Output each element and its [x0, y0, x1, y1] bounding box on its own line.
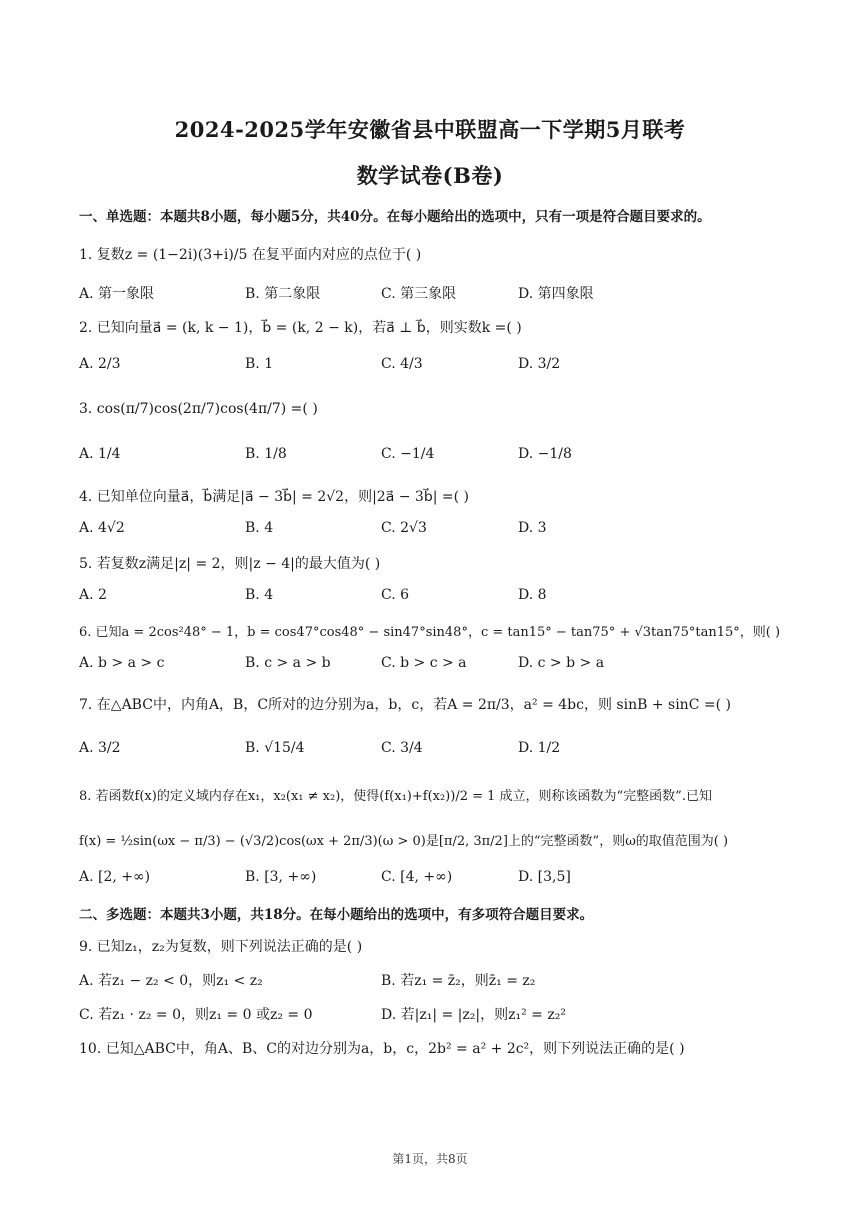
question-1-options: [79, 283, 799, 305]
option-a: A. 第一象限: [79, 286, 155, 302]
question-2-stem: 2. 已知向量a⃗ = (k, k − 1)，b⃗ = (k, 2 − k)，若a⃗ ⊥ b⃗，则实数k =( ): [79, 320, 522, 336]
option-b: B. √15/4: [245, 740, 305, 756]
option-b: B. 若z₁ = z̄₂，则z̄₁ = z₂: [381, 973, 536, 989]
option-d: D. 1/2: [518, 740, 561, 756]
option-b: B. 1: [245, 356, 274, 372]
question-8-options: [79, 869, 799, 891]
exam-title: 2024-2025学年安徽省县中联盟高一下学期5月联考: [174, 117, 686, 142]
question-1-stem: 1. 复数z = (1−2i)(3+i)/5 在复平面内对应的点位于( ): [79, 247, 422, 263]
option-d: D. 3: [518, 520, 547, 536]
option-b: B. 4: [245, 520, 274, 536]
option-d: D. 3/2: [518, 356, 561, 372]
question-3-options: [79, 446, 799, 468]
question-6-options: [79, 655, 799, 677]
option-c: C. 3/4: [381, 740, 423, 756]
question-9-stem: 9. 已知z₁，z₂为复数，则下列说法正确的是( ): [79, 939, 363, 955]
option-a: A. 3/2: [79, 740, 121, 756]
question-10-stem: 10. 已知△ABC中，角A、B、C的对边分别为a，b，c，2b² = a² + 2c²，则下列说法正确的是( ): [79, 1041, 685, 1057]
option-b: B. [3, +∞): [245, 869, 317, 885]
option-c: C. 6: [381, 587, 410, 603]
option-c: C. b > c > a: [381, 655, 467, 671]
option-d: D. 第四象限: [518, 286, 594, 302]
question-3-stem: 3. cos(π/7)cos(2π/7)cos(4π/7) =( ): [79, 401, 318, 417]
option-c: C. [4, +∞): [381, 869, 453, 885]
option-c: C. 4/3: [381, 356, 423, 372]
question-5-options: [79, 587, 799, 609]
question-4-options: [79, 520, 799, 542]
exam-subtitle: 数学试卷(B卷): [356, 163, 504, 188]
section-heading-single-choice: 一、单选题：本题共8小题，每小题5分，共40分。在每小题给出的选项中，只有一项是符合题目要求的。: [79, 209, 711, 225]
question-5-stem: 5. 若复数z满足|z| = 2，则|z − 4|的最大值为( ): [79, 556, 381, 572]
option-a: A. 4√2: [79, 520, 125, 536]
option-d: D. −1/8: [518, 446, 572, 462]
option-c: C. 2√3: [381, 520, 427, 536]
option-b: B. c > a > b: [245, 655, 331, 671]
question-7-stem: 7. 在△ABC中，内角A，B，C所对的边分别为a，b，c，若A = 2π/3，a² = 4bc，则 sinB + sinC =( ): [79, 697, 731, 713]
option-b: B. 第二象限: [245, 286, 321, 302]
question-6-stem: 6. 已知a = 2cos²48° − 1，b = cos47°cos48° − sin47°sin48°，c = tan15° − tan75° + √3tan75°tan15°，则( ): [79, 625, 781, 640]
question-2-options: [79, 356, 799, 378]
option-c: C. 若z₁ · z₂ = 0，则z₁ = 0 或z₂ = 0: [79, 1007, 313, 1023]
option-a: A. 2/3: [79, 356, 121, 372]
question-9-options-row-2: [79, 1004, 799, 1026]
option-a: A. [2, +∞): [79, 869, 151, 885]
option-d: D. c > b > a: [518, 655, 605, 671]
option-c: C. −1/4: [381, 446, 435, 462]
page-footer: 第1页，共8页: [392, 1152, 468, 1166]
option-a: A. b > a > c: [79, 655, 165, 671]
option-b: B. 1/8: [245, 446, 287, 462]
question-8-stem-continued: f(x) = ½sin(ωx − π/3) − (√3/2)cos(ωx + 2π/3)(ω > 0)是[π/2, 3π/2]上的“完整函数”，则ω的取值范围为( ): [79, 834, 729, 849]
option-d: D. [3,5]: [518, 869, 571, 885]
option-b: B. 4: [245, 587, 274, 603]
option-a: A. 1/4: [79, 446, 121, 462]
option-d: D. 若|z₁| = |z₂|，则z₁² = z₂²: [381, 1007, 566, 1023]
question-4-stem: 4. 已知单位向量a⃗，b⃗满足|a⃗ − 3b⃗| = 2√2，则|2a⃗ − 3b⃗| =( ): [79, 489, 469, 505]
question-7-options: [79, 740, 799, 762]
section-heading-multiple-choice: 二、多选题：本题共3小题，共18分。在每小题给出的选项中，有多项符合题目要求。: [79, 907, 594, 923]
option-c: C. 第三象限: [381, 286, 457, 302]
option-a: A. 若z₁ − z₂ < 0，则z₁ < z₂: [79, 973, 263, 989]
question-8-stem: 8. 若函数f(x)的定义域内存在x₁，x₂(x₁ ≠ x₂)，使得(f(x₁)+f(x₂))/2 = 1 成立，则称该函数为“完整函数”.已知: [79, 789, 712, 804]
option-a: A. 2: [79, 587, 107, 603]
option-d: D. 8: [518, 587, 547, 603]
question-9-options-row-1: [79, 970, 799, 992]
